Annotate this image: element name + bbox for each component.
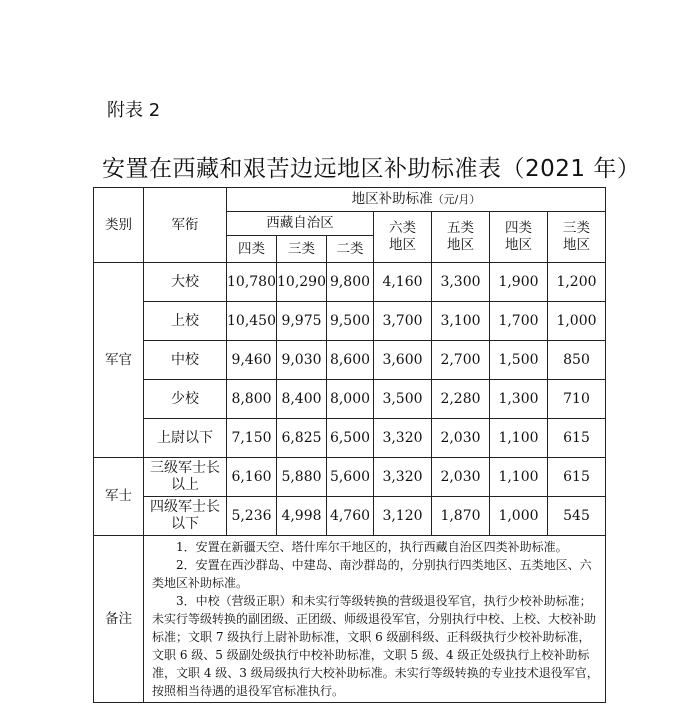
value-cell: 8,400 [277,380,327,419]
header-unit: （元/月） [432,193,481,206]
remarks-paragraph: 1．安置在新疆天空、塔什库尔干地区的，执行西藏自治区四类补助标准。 [176,540,568,554]
value-cell: 4,160 [374,263,432,302]
table-row [94,458,606,497]
rank-cell: 四级军士长 以下 [144,497,227,536]
value-cell: 3,120 [374,497,432,536]
value-cell: 615 [548,458,606,497]
table-row [94,419,606,458]
value-cell: 9,030 [277,341,327,380]
subsidy-table [93,187,606,703]
value-cell: 710 [548,380,606,419]
remarks-paragraph: 2．安置在西沙群岛、中建岛、南沙群岛的，分别执行四类地区、五类地区、六类地区补助标准。 [152,558,592,590]
annex-label: 附表 2 [107,100,161,121]
header-region-subsidy [227,188,606,212]
value-cell: 1,100 [490,458,548,497]
header-tibet-class-4: 四类 [227,236,277,263]
rank-cell: 中校 [144,341,227,380]
table-row [94,302,606,341]
value-cell: 1,000 [548,302,606,341]
value-cell: 1,000 [490,497,548,536]
header-tibet: 西藏自治区 [227,212,374,236]
header-rank: 军衔 [144,188,227,263]
value-cell: 1,100 [490,419,548,458]
value-cell: 8,000 [327,380,374,419]
value-cell: 10,780 [227,263,277,302]
value-cell: 1,700 [490,302,548,341]
rank-cell: 上校 [144,302,227,341]
header-class-3: 三类 地区 [548,212,606,263]
table-row [94,497,606,536]
header-group-title: 地区补助标准 [351,191,433,207]
table-row [94,263,606,302]
remarks-content [144,536,606,703]
rank-cell: 少校 [144,380,227,419]
header-tibet-class-3: 三类 [277,236,327,263]
value-cell: 7,150 [227,419,277,458]
header-class-4: 四类 地区 [490,212,548,263]
remarks-paragraph: 3．中校（营级正职）和未实行等级转换的营级退役军官，执行少校补助标准；未实行等级转换的副团级、正团级、师级退役军官，分别执行中校、上校、大校补助标准；文职 7 级执行上尉补助标准，文职 6 级副科级、正科级执行少校补助标准，文职 6 级、5 级副处级执行中校补助标准，文职 5 级、4 级正处级执行上校补助标准，文职 4 级、3 级局级执行大校补助标准。未实行等级转换的专业技术退役军官，按照相当待遇的退役军官标准执行。 [152,594,599,698]
rank-cell: 大校 [144,263,227,302]
value-cell: 10,290 [277,263,327,302]
value-cell: 1,870 [432,497,490,536]
value-cell: 1,200 [548,263,606,302]
value-cell: 9,975 [277,302,327,341]
value-cell: 1,500 [490,341,548,380]
value-cell: 850 [548,341,606,380]
value-cell: 4,760 [327,497,374,536]
value-cell: 2,030 [432,419,490,458]
table-row [94,380,606,419]
rank-cell: 上尉以下 [144,419,227,458]
rank-cell: 三级军士长 以上 [144,458,227,497]
value-cell: 9,460 [227,341,277,380]
category-cell: 军士 [94,458,144,536]
remarks-label: 备注 [94,536,144,703]
table-title: 安置在西藏和艰苦边远地区补助标准表（2021 年） [102,156,641,182]
remarks-row [94,536,606,703]
value-cell: 5,600 [327,458,374,497]
value-cell: 9,500 [327,302,374,341]
value-cell: 2,030 [432,458,490,497]
value-cell: 3,500 [374,380,432,419]
header-category: 类别 [94,188,144,263]
value-cell: 3,600 [374,341,432,380]
value-cell: 1,300 [490,380,548,419]
value-cell: 5,236 [227,497,277,536]
value-cell: 6,500 [327,419,374,458]
value-cell: 5,880 [277,458,327,497]
value-cell: 2,280 [432,380,490,419]
value-cell: 3,320 [374,458,432,497]
value-cell: 8,600 [327,341,374,380]
category-cell: 军官 [94,263,144,458]
value-cell: 3,320 [374,419,432,458]
value-cell: 9,800 [327,263,374,302]
header-tibet-class-2: 二类 [327,236,374,263]
header-class-5: 五类 地区 [432,212,490,263]
value-cell: 545 [548,497,606,536]
table-row [94,341,606,380]
value-cell: 2,700 [432,341,490,380]
value-cell: 8,800 [227,380,277,419]
value-cell: 10,450 [227,302,277,341]
value-cell: 1,900 [490,263,548,302]
value-cell: 3,300 [432,263,490,302]
value-cell: 4,998 [277,497,327,536]
header-class-6: 六类 地区 [374,212,432,263]
value-cell: 3,100 [432,302,490,341]
value-cell: 615 [548,419,606,458]
value-cell: 6,825 [277,419,327,458]
value-cell: 3,700 [374,302,432,341]
value-cell: 6,160 [227,458,277,497]
